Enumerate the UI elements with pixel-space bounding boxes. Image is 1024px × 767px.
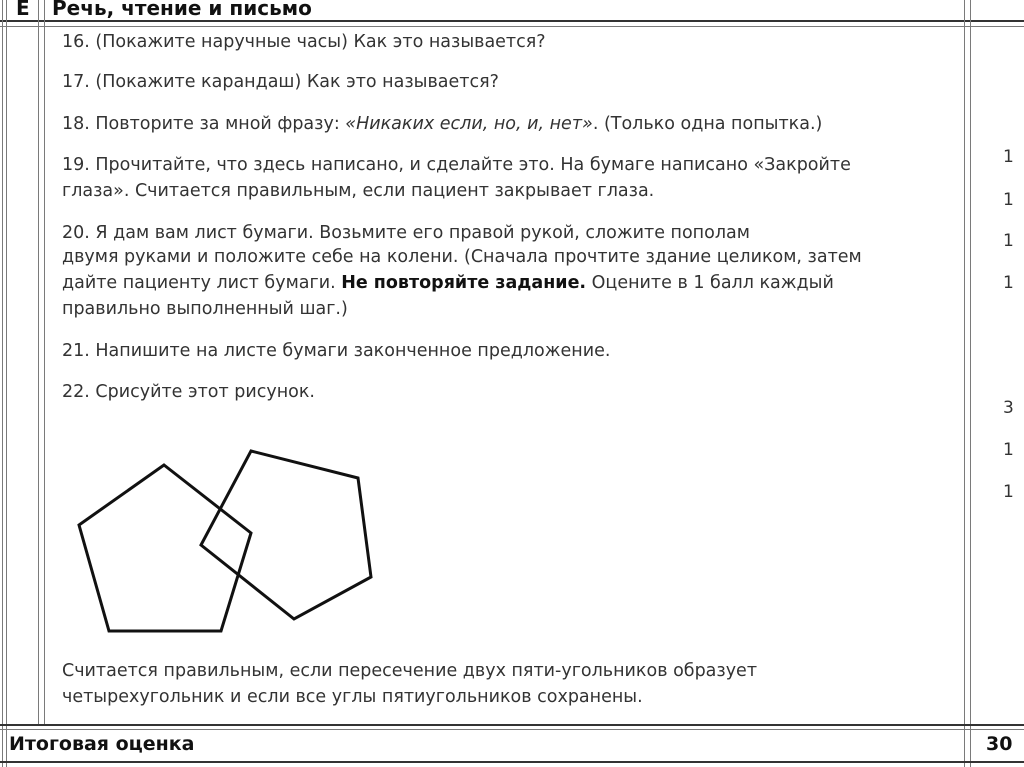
right-pentagon xyxy=(201,451,371,619)
figure-note xyxy=(62,658,757,710)
total-score-value: 30 xyxy=(986,733,1013,755)
question-20-line-4: правильно выполненный шаг.) xyxy=(62,299,348,319)
inner-top-border xyxy=(0,26,1024,27)
score-value: 1 xyxy=(1003,231,1014,251)
question-18-prefix: 18. Повторите за мной фразу: xyxy=(62,114,346,134)
section-title: Речь, чтение и письмо xyxy=(52,0,312,20)
question-21: 21. Напишите на листе бумаги законченное предложение. xyxy=(62,341,611,361)
score-value: 1 xyxy=(1003,273,1014,293)
question-18-suffix: . (Только одна попытка.) xyxy=(592,114,823,134)
body-bottom-border xyxy=(0,724,1024,726)
question-22: 22. Срисуйте этот рисунок. xyxy=(62,382,315,402)
score-value: 1 xyxy=(1003,147,1014,167)
total-top-border xyxy=(0,729,1024,730)
question-20-line-1: 20. Я дам вам лист бумаги. Возьмите его правой рукой, сложите пополам xyxy=(62,223,750,243)
left-pentagon xyxy=(79,465,251,631)
question-20-line-3-prefix: дайте пациенту лист бумаги. xyxy=(62,273,342,293)
question-20-bold-instruction: Не повторяйте задание. xyxy=(341,273,587,293)
score-value: 1 xyxy=(1003,190,1014,210)
left-border-inner xyxy=(6,0,7,767)
score-value: 1 xyxy=(1003,482,1014,502)
question-20-line-3-suffix: Оцените в 1 балл каждый xyxy=(586,273,834,293)
figure-note-line-2: четырехугольник и если все углы пятиугольников сохранены. xyxy=(62,687,643,707)
question-16: 16. (Покажите наручные часы) Как это называется? xyxy=(62,32,546,52)
column-divider-2b xyxy=(970,0,971,767)
question-17: 17. (Покажите карандаш) Как это называется? xyxy=(62,72,499,92)
question-18-phrase: «Никаких если, но, и, нет» xyxy=(345,114,593,134)
total-bottom-border xyxy=(0,761,1024,763)
column-divider-1a xyxy=(38,0,39,726)
score-value: 3 xyxy=(1003,398,1014,418)
column-divider-1b xyxy=(44,0,45,726)
question-20-line-2: двумя руками и положите себе на колени. (Сначала прочтите здание целиком, затем xyxy=(62,247,862,267)
question-18 xyxy=(62,111,822,137)
question-19-line-1: 19. Прочитайте, что здесь написано, и сделайте это. На бумаге написано «Закройте xyxy=(62,155,851,175)
top-border xyxy=(0,20,1024,22)
question-19-line-2: глаза». Считается правильным, если пациент закрывает глаза. xyxy=(62,181,655,201)
figure-note-line-1: Считается правильным, если пересечение двух пяти-угольников образует xyxy=(62,661,758,681)
question-20-line-3 xyxy=(62,270,834,296)
left-border-outer xyxy=(2,0,3,767)
total-score-label: Итоговая оценка xyxy=(9,733,195,755)
section-letter: Е xyxy=(16,0,30,20)
intersecting-pentagons-figure xyxy=(70,445,380,640)
score-value: 1 xyxy=(1003,440,1014,460)
column-divider-2a xyxy=(964,0,965,726)
